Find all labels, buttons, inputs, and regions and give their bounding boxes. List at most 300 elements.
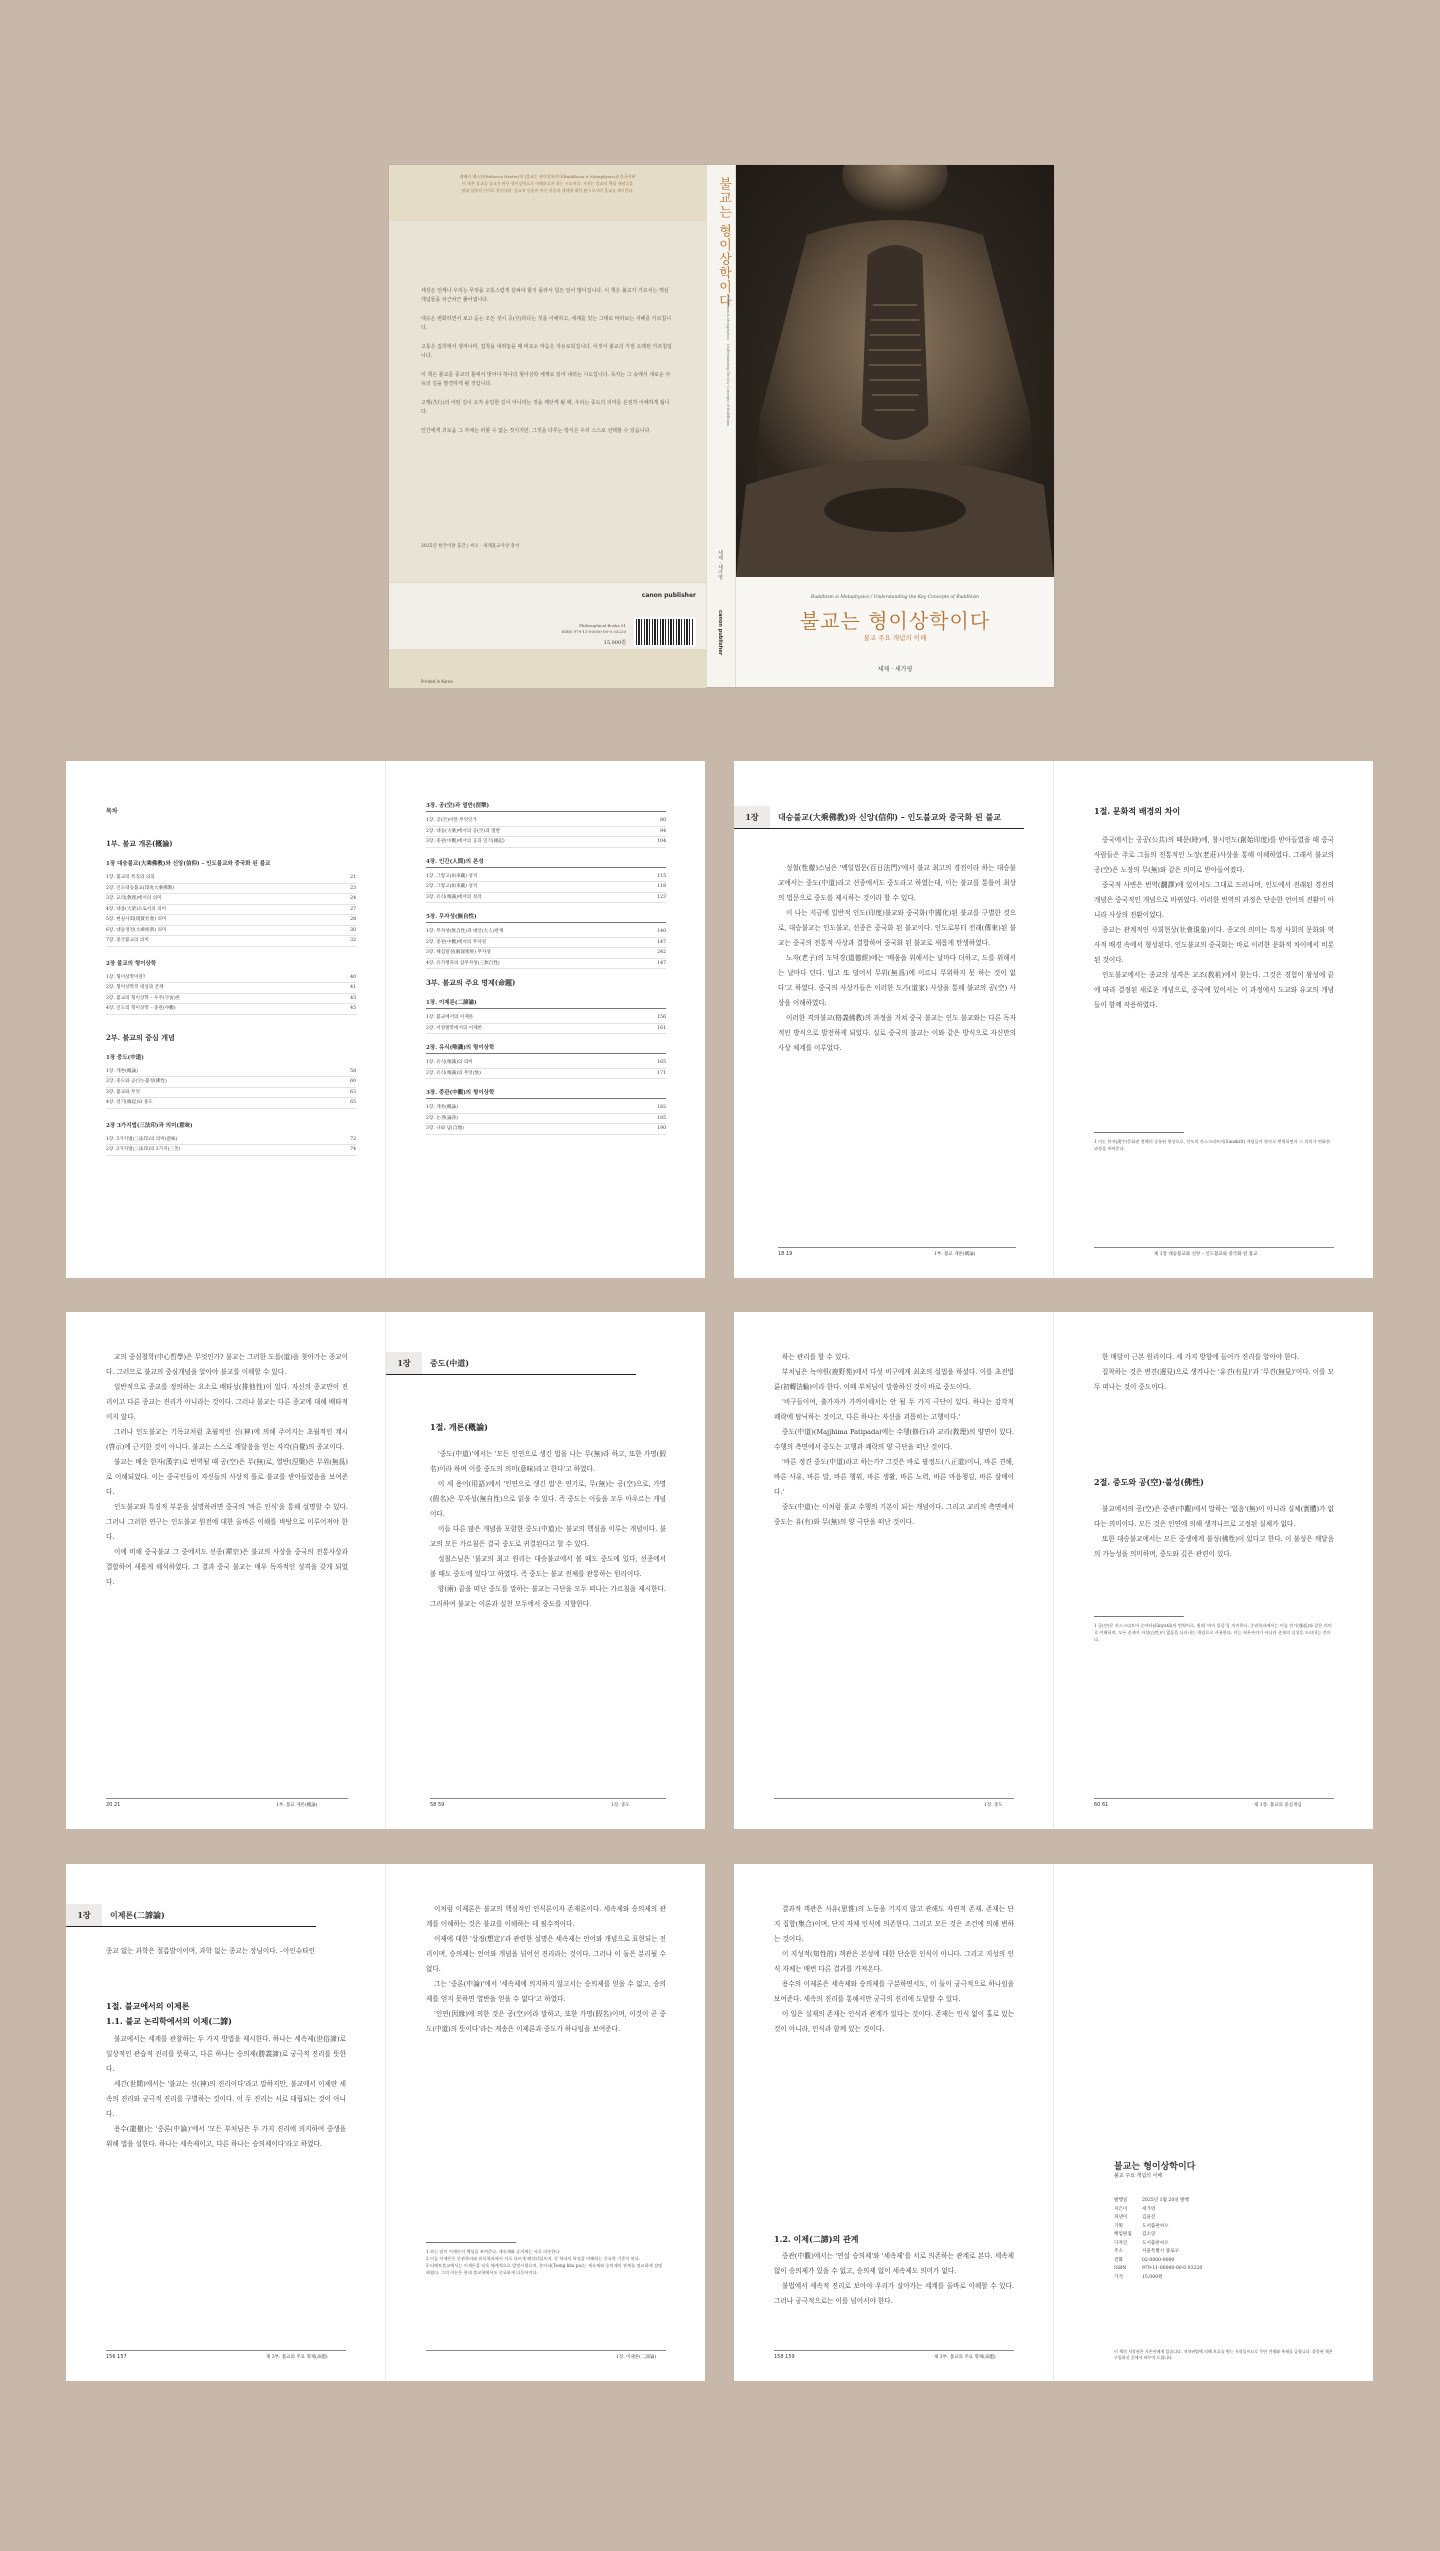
page-156 [66,1864,385,2381]
spread-p156-157 [66,1864,705,2381]
toc-entry-page: 242 [657,950,666,955]
toc-entry-page: 156 [657,1015,666,1020]
back-paragraph: 고행(苦行)의 어떤 길이 오직 유일한 길이 아니라는 것을 깨닫게 될 때, 우리는 중도의 의미를 온전히 이해하게 됩니다. [421,400,670,415]
colophon-value: 2025년 1월 20일 발행 [1142,2198,1190,2203]
toc-entry-page: 32 [350,938,356,943]
buddha-statue-icon [736,165,1054,577]
blurb-line: 이 책은 불교를 종교가 아닌 형이상학으로 이해하고자 하는 시도이다. 저자는 불교의 핵심 개념들을 [461,181,634,186]
page-158 [734,1864,1053,2381]
body-text [1094,1350,1334,1395]
toc-entry-label: 2장. 형이상학적 대상과 존재 [106,985,164,990]
body-text [430,1447,666,1612]
section-heading: 1절. 문화적 배경의 차이 [1094,806,1181,816]
toc-section [426,1088,666,1135]
toc-entry-label: 1장. 공(空)이란 무엇인가 [426,818,477,823]
paragraph: 이들 다른 많은 개념을 포함한 중도(中道)는 불교의 핵심을 이루는 개념이다. 불교의 모든 가르침은 결국 중도로 귀결된다고 할 수 있다. [430,1525,666,1548]
body-text [774,1350,1014,1530]
publisher-logo: canon publisher [641,592,696,599]
toc-entry-label: 2장. 인도대승불교(印度大乘佛教) [106,885,175,891]
toc-entry-page: 104 [657,839,666,844]
body-text [426,1902,666,2037]
footnote-item: 2 이들 이제론은 중관학파와 유식학파에서 서로 다르게 해석되었으며, 각 학파의 특징을 이해하는 중요한 기준이 된다. [426,2256,641,2261]
colophon-key: 발행일 [1114,2198,1128,2203]
toc-entry-label: 5장. 현실사회(現實社會) 의미 [106,917,167,922]
spine-subtitle: Buddhism is Metaphysics · Understanding the Key Concepts of Buddhism [726,295,730,426]
front-author: 세제 · 세가영 [877,666,913,673]
colophon-value: 세가영 [1142,2206,1156,2212]
toc-entry-page: 140 [657,929,666,934]
toc-entry [106,1077,356,1088]
toc-entry-page: 41 [350,985,356,990]
toc-entry-page: 28 [350,917,356,922]
back-cover-footer [389,582,706,687]
colophon-value: 979-11-00000-00-0 03220 [1142,2266,1203,2271]
page-58 [386,1312,705,1829]
body-text-2 [1094,1502,1334,1562]
paragraph: 그는 '중론(中論)'에서 '세속제에 의지하지 않고서는 승의제를 얻을 수 없고, 승의제를 얻지 못하면 열반을 얻을 수 없다'고 하였다. [426,1980,666,2003]
running-head: 1장. 중도 [611,1803,630,1808]
page-number: 20 21 [106,1802,121,1808]
toc-section [426,978,666,988]
toc-entry-label: 2장. 3가지법(三法印)의 3가지(三苦) [106,1147,181,1152]
toc-entry [106,926,356,937]
footer-rule [774,2350,1014,2351]
chapter-tab [66,1904,165,1926]
toc-entry-label: 1장. 불교에서의 이제론 [426,1015,474,1020]
toc-entry-page: 43 [350,995,356,1001]
toc-entry [106,1067,356,1078]
toc-entry-page: 23 [350,885,356,891]
back-paragraph: 세상은 언제나 우리는 무엇을 고통스럽게 살펴야 할지 몰라서 힘든 일이 많아집니다. 이 책은 불교가 가르치는 핵심 개념들을 차근차근 풀어냅니다. [421,288,669,303]
colophon-value: 도서출판씨오 [1142,2240,1169,2246]
back-cover-note: 2025년 한국어판 출간 | 씨오 · 세계불교사상 총서 [421,544,520,549]
back-paragraph: 고통은 집착에서 생겨나며, 집착을 내려놓을 때 비로소 마음은 자유로워집니다. 이것이 불교의 가장 오래된 가르침입니다. [421,344,672,359]
toc-entry-label: 3장. 불교의 형이상학 – 우주(宇宙)론 [106,995,181,1001]
colophon-row [1114,2231,1202,2240]
colophon-key: 가격 [1114,2274,1123,2280]
chapter-rule [386,1374,636,1375]
toc-entry [426,1024,666,1035]
chapter-title: 이제론(二諦論) [110,1909,165,1920]
page-157 [386,1864,705,2381]
colophon-page [1054,1864,1373,2381]
epigraph: 종교 없는 과학은 절름발이이며, 과학 없는 종교는 장님이다. –아인슈타인 [106,1947,315,1955]
page-20 [66,1312,385,1829]
toc-entry [106,983,356,994]
running-head: 1장. 이제론(二諦論) [616,2355,657,2360]
toc-entry-label: 3장. 유식(唯識)에서의 성격 [426,894,482,900]
toc-entry [426,1124,666,1135]
toc-page-left [66,761,385,1278]
toc-entry [106,873,356,884]
toc-entry-label: 4장. 인도의 형이상학 – 중관(中觀) [106,1006,176,1011]
toc-entry-label: 2장. 논쟁(論諍) [426,1115,458,1121]
toc-entry-label: 2장. 중관(中觀)에서의 무자성 [426,939,487,945]
toc-entry-page: 74 [350,1147,356,1152]
paragraph: 불교에서의 공(空)은 중관(中觀)에서 말하는 '없음'(無)이 아니라 실체(實體)가 없다는 의미이다. 모든 것은 인연에 의해 생겨나므로 고정된 실체가 없다. [1094,1505,1334,1528]
page-number: 156 157 [106,2354,127,2360]
colophon-subtitle: 불교 주요 개념의 이해 [1114,2173,1163,2179]
toc-left-column [106,839,356,1174]
paragraph: 용수의 이제론은 세속제와 승의제를 구분하면서도, 이 둘이 궁극적으로 하나임을 보여준다. 세속의 진리를 통해서만 궁극의 진리에 도달할 수 있다. [774,1980,1014,2003]
toc-entry [106,936,356,947]
spine-publisher: canon publisher [717,610,723,656]
series-info [561,623,626,635]
footer-rule [1094,1247,1334,1248]
paragraph: 종교는 관계적인 사회현상(社會現象)이다. 종교의 의미는 특정 사회의 문화와 역사적 배경 속에서 형성된다. 인도불교의 중국화는 바로 이러한 문화적 차이에서 비롯된 것이다. [1094,926,1334,964]
footer-rule [1094,1798,1334,1799]
toc-section-title: 2장. 유식(唯識)의 형이상학 [426,1043,666,1054]
toc-entry-label: 4장. 연기(緣起)와 중도 [106,1100,153,1105]
paragraph: '인연(因緣)에 의한 것은 공(空)이라 말하고, 또한 가명(假名)이며, 이것이 곧 중도(中道)의 뜻이다'라는 게송은 이제론과 중도가 하나임을 보여준다. [426,2010,666,2033]
paragraph: 노자(老子)의 도덕경(道德經)에는 '배움을 위해서는 날마다 더하고, 도를 위해서는 날마다 던다. 덜고 또 덜어서 무위(無爲)에 이르니 무위하지 못 하는 것이 없다'고 하였다. 중국의 사상가들은 이러한 도가(道家) 사상을 통해 불교의 공(空) 사상을 이해하였다. [778,954,1016,1007]
colophon-row [1114,2214,1202,2223]
back-cover-body [421,287,674,446]
toc-entry-page: 190 [657,1126,666,1131]
section-heading: 1절. 개론(槪論) [430,1422,488,1432]
toc-entry-page: 147 [657,960,666,966]
colophon-row [1114,2206,1202,2215]
running-head: 1부. 불교 개론(概論) [934,1252,976,1257]
toc-entry [106,894,356,905]
toc-entry-page: 21 [350,875,356,880]
toc-entry-label: 3장. 나와 남(自他) [426,1126,464,1131]
paragraph: 이 지성적(知性的) 객관은 본성에 대한 단순한 인식이 아니다. 그리고 지성의 인식 자체는 매번 다른 결과를 가져온다. [774,1950,1014,1973]
back-paragraph: 이 책은 불교를 종교의 틀에서 벗어나 하나의 형이상학 체계로 읽어 내려는 시도입니다. 독자는 그 속에서 새로운 사유의 길을 발견하게 될 것입니다. [421,372,671,387]
paragraph: 용수(龍樹)는 '중론(中論)'에서 '모든 부처님은 두 가지 진리에 의지하여 중생을 위해 법을 설한다. 하나는 세속제이고, 다른 하나는 승의제이다'라고 하였다. [106,2125,346,2148]
toc-entry [426,837,666,848]
page-number: 58 59 [430,1802,445,1808]
paragraph: 집착하는 것은 변견(邊見)으로 생겨나는 '유견(有見)'과 '무견(無見)'이다. 이를 모두 떠나는 것이 중도이다. [1094,1368,1334,1391]
toc-entry [426,1114,666,1125]
paragraph: 일반적으로 종교를 정의하는 요소로 배타성(排他性)이 있다. 자신의 종교만이 진리이고 다른 종교는 진리가 아니라는 것이다. 그러나 불교는 다른 종교에 대해 배타적이지 않다. [106,1383,348,1421]
toc-entry-page: 72 [350,1136,356,1142]
colophon-note: 이 책의 저작권은 지은이에게 있습니다. 저작권법에 의해 보호를 받는 저작물이므로 무단 전재와 복제를 금합니다. 잘못된 책은 구입하신 곳에서 바꾸어 드립니다. [1114,2349,1333,2360]
toc-entry-label: 6장. 대승경전(大乘經典) 의미 [106,927,167,933]
front-cover [736,165,1054,687]
toc-entry [426,827,666,838]
toc-heading: 목차 [106,808,118,815]
toc-entry [426,872,666,883]
toc-entry-page: 118 [657,884,666,889]
toc-entry-page: 30 [350,927,356,933]
paragraph: 성철스님은 '불교의 최고 원리는 대승불교에서 볼 때도 중도에 있다, 선종에서 볼 때도 중도에 있다'고 하였다. 즉 중도는 불교 전체를 관통하는 원리이다. [430,1555,666,1578]
colophon-value: 김소연 [1142,2232,1156,2237]
page-60 [734,1312,1053,1829]
toc-entry-label: 4장. 대중(大衆)으로서의 의미 [106,906,167,912]
blurb-line: 현대 철학의 언어로 풀어내며, 종교적 믿음이 아닌 마음과 세계에 대한 탐구로서의 불교를 제시한다. [461,188,634,193]
toc-part-title: 1부. 불교 개론(概論) [106,839,173,848]
toc-entry [106,884,356,895]
colophon-value: 서울특별시 종로구 [1142,2249,1179,2254]
toc-page-right [386,761,705,1278]
toc-entry-page: 182 [657,1105,666,1110]
toc-spread [66,761,705,1278]
chapter-title: 중도(中道) [430,1357,470,1368]
series-line: ISBN 979-11-00000-00-0 03220 [561,629,626,634]
toc-entry [426,927,666,938]
toc-entry-label: 4장. 유가행파의 삼무자성(三無自性) [426,960,500,966]
paragraph: 부처님은 녹야원(鹿野苑)에서 다섯 비구에게 최초의 설법을 하셨다. 이를 초전법륜(初轉法輪)이라 한다. 이때 부처님이 말씀하신 것이 바로 중도이다. [774,1368,1014,1391]
spine-author: 세제 · 세가영 [717,550,723,580]
toc-section-title: 4장. 인간(人間)의 본성 [426,857,666,868]
colophon-row [1114,2274,1202,2283]
paragraph: 이제에 대한 '상정(想定)'과 관련한 설명은 세속제는 언어와 개념으로 표현되는 진리이며, 승의제는 언어와 개념을 넘어선 진리라는 것이다. 그러나 이 둘은 분리될 수 없다. [426,1935,666,1973]
toc-section [106,859,356,947]
toc-entry [106,915,356,926]
chapter-tab [734,806,1001,828]
series-line: Philosophical Books 01 [579,623,626,628]
body-text [106,1350,348,1590]
toc-section-title: 3장. 공(空)과 열반(涅槃) [426,801,666,812]
footer-rule [106,2350,346,2351]
toc-entry-label: 1장. 불교의 특징과 의의 [106,875,155,880]
colophon-table [1114,2197,1202,2282]
colophon-row [1114,2197,1202,2206]
running-head: 1부. 불교 개론(概論) [276,1803,318,1808]
paragraph: 세간(世間)에서는 '불교는 신(神)의 진리이다'라고 말하지만, 불교에서 이제란 세속의 진리와 궁극적 진리를 구별하는 것이다. 이 두 진리는 서로 대립되는 것이 아니다. [106,2080,346,2118]
paragraph: 불교는 배운 한자(漢字)로 번역될 때 공(空)은 무(無)로, 열반(涅槃)은 무위(無爲)로 이해되었다. 이는 중국인들이 자신들의 사상적 틀로 불교를 받아들였음을 보여준다. [106,1458,348,1496]
toc-entry-page: 171 [657,1070,666,1076]
paragraph: 중국적 사변은 번역(飜譯)에 있어서도 그대로 드러나며, 인도에서 전래된 경전의 개념은 중국적인 개념으로 바뀌었다. 이러한 번역의 과정은 단순한 언어의 전환이 아니라 사상의 전환이었다. [1094,881,1334,919]
toc-entry [106,973,356,984]
toc-section-title: 5장. 무자성(無自性) [426,912,666,923]
toc-entry-page: 165 [657,1060,666,1065]
toc-part-title: 2부. 불교의 중심 개념 [106,1032,175,1042]
spread-p18-19 [734,761,1373,1278]
toc-entry [426,1013,666,1024]
paragraph: 중관(中觀)에서는 '연설 승의제'와 '세속제'를 서로 의존하는 관계로 본다. 세속제 없이 승의제가 있을 수 없고, 승의제 없이 세속제도 의미가 없다. [774,2252,1014,2275]
chapter-number: 1장 [66,1904,102,1926]
colophon-key: 디자인 [1114,2240,1128,2246]
colophon-value: 도서출판씨오 [1142,2223,1169,2229]
book-cover [389,165,1054,687]
paragraph: '비구들이여, 출가자가 가까이해서는 안 될 두 가지 극단이 있다. 하나는 감각적 쾌락에 탐닉하는 것이고, 다른 하나는 자신을 괴롭히는 고행이다.' [774,1398,1014,1421]
page-number: 18 19 [778,1251,793,1257]
price-label: 15,000원 [603,640,626,646]
footnote-rule [1094,1616,1184,1617]
front-title: 불교는 형이상학이다 [799,609,991,633]
toc-section-title: 2장 불교의 형이상학 [106,960,157,967]
toc-entry-label: 2장. 중도와 공(空)·불성(佛性) [106,1079,167,1084]
subsection-heading: 1.2. 이제(二諦)의 관계 [774,2234,859,2244]
running-head: 제 3부. 불교의 주요 명제(命題) [934,2355,996,2360]
footer-rule [430,1798,666,1799]
toc-entry-label: 1장. 형이상학이란? [106,974,146,980]
body-text [774,1902,1014,2037]
toc-section [106,959,356,1015]
paragraph: 이러한 격의불교(格義佛教)의 과정을 거쳐 중국 불교는 인도 불교와는 다른 독자적인 방식으로 발전하게 되었다. 실로 중국의 불교는 이와 같은 방식으로 자신만의 사상 체계를 이루었다. [778,1014,1016,1052]
section-heading: 2절. 중도와 공(空)·불성(佛性) [1094,1477,1204,1487]
body-text [106,2032,346,2152]
colophon-row [1114,2248,1202,2257]
body-text-2 [774,2249,1014,2309]
toc-section [426,857,666,904]
colophon-row [1114,2257,1202,2266]
paragraph: 이처럼 이제론은 불교의 핵심적인 인식론이자 존재론이다. 세속제와 승의제의 관계를 이해하는 것은 불교를 이해하는 데 필수적이다. [426,1905,666,1928]
toc-entry-label: 1장. 개론(槪論) [106,1068,138,1074]
footnote: 1 공(空)은 산스크리트어 순야타(śūnyatā)의 번역어로, 원래 '비어 있음'을 의미한다. 중관학파에서는 이를 연기(緣起)와 같은 의미로 이해하며, 모든 존재가 자성(自性)이 없음을 나타내는 개념으로 사용한다. 이는 허무주의가 아니라 존재의 실상을 드러내는 것이다. [1094,1623,1332,1642]
toc-entry [426,959,666,970]
footer-rule [426,2350,666,2351]
toc-entry-label: 1장. 무자성(無自性)과 대인(大人)관계 [426,929,504,934]
toc-entry [106,1145,356,1156]
colophon-key: 전화 [1114,2257,1123,2263]
toc-entry-label: 3장. 불교와 무엇 [106,1089,140,1095]
page-number: 158 159 [774,2354,795,2360]
back-cover [389,165,706,687]
footer-rule [774,1798,1014,1799]
toc-entry-page: 80 [660,818,666,823]
colophon-row [1114,2265,1202,2274]
toc-entry [106,905,356,916]
body-text [778,861,1016,1056]
toc-entry-label: 2장. 그렇고(如來藏) 성격 [426,884,478,889]
paragraph: 하는 관리를 할 수 있다. [782,1353,850,1361]
toc-entry-page: 63 [350,1089,356,1095]
footnote-rule [426,2242,516,2243]
paragraph: 인도불교와 특징적 부분을 설명하려면 중국의 '바른 인식'을 통해 설명할 수 있다. 그러나 그러한 연구는 인도불교 원전에 대한 올바른 이해를 바탕으로 이루어져야 한다. [106,1503,348,1541]
back-cover-blurb [389,165,706,221]
toc-entry [426,893,666,904]
blurb-line: 레베카 헤스터(Rebecca Hester)의 [불교는 형이상학이다(Buddhism is Metaphysics)] 한국어판 [459,174,636,179]
toc-entry-label: 3장. 교리(敎理)에서의 의미 [106,896,162,901]
toc-entry-page: 94 [660,828,666,834]
front-subtitle: 불교 주요 개념의 이해 [863,634,927,642]
toc-entry-page: 24 [350,896,356,901]
printed-in-label: Printed in Korea [421,679,453,684]
toc-right-column [426,801,666,1144]
paragraph: '중도(中道)'에서는 '모든 인연으로 생긴 법을 나는 무(無)라 하고, 또한 가명(假名)이라 하며 이를 중도의 의미(意味)라고 한다'고 하였다. [430,1450,666,1473]
page-18 [734,761,1053,1278]
toc-section-title: 3장. 중관(中觀)의 형이상학 [426,1088,666,1099]
paragraph: 양(兩) 끝을 떠난 중도를 말하는 불교는 극단을 모두 떠나는 가르침을 제시한다. 그리하여 불교는 이론과 실천 모두에서 중도를 지향한다. [430,1585,666,1608]
toc-entry-page: 40 [350,974,356,980]
footnote-item: 3 티베트불교에서는 이제론을 더욱 체계적으로 발전시켰으며, 쫑카파(Tsong kha pa)는 세속제와 승의제의 관계를 정교하게 설명하였다. 그의 이론은 현대 불교학에서도 중요하게 다루어진다. [426,2263,663,2275]
toc-section [426,801,666,848]
toc-section [426,912,666,969]
toc-section [106,1121,356,1156]
paragraph: 결과적 객관은 사유(思惟)의 노동을 기지지 않고 관해도 자연적 존재. 존재는 단지 집합(集合)이며, 단지 자체 인식에 의존한다. 그리고 모든 것은 조건에 의해 변하는 것이다. [774,1905,1014,1943]
toc-entry [426,816,666,827]
section-heading: 1절. 불교에서의 이제론 [106,2001,190,2011]
back-paragraph: 대승은 변화하면서 보고 듣는 모든 것이 공(空)하다는 것을 이해하고, 세계를 있는 그대로 바라보는 지혜를 가르칩니다. [421,316,672,331]
footnote-rule [1094,1132,1184,1133]
toc-entry [106,1098,356,1109]
toc-section-title: 3부. 불교의 주요 명제(命題) [426,978,516,987]
front-english-subtitle: Buddhism is Metaphysics / Understanding the Key Concepts of Buddhism [810,595,980,600]
toc-entry-page: 58 [350,1068,356,1074]
paragraph: 또한 대승불교에서는 모든 중생에게 불성(佛性)이 있다고 한다. 이 불성은 깨달음의 가능성을 의미하며, 중도와 깊은 관련이 있다. [1094,1535,1334,1558]
toc-entry [106,1135,356,1146]
colophon-row [1114,2223,1202,2232]
toc-entry [106,1088,356,1099]
colophon-key: 책임편집 [1114,2232,1132,2237]
footer-rule [778,1247,1016,1248]
toc-entry-label: 1장. 개론(槪論) [426,1105,458,1110]
footnote-item: 1 하는 말이 이제론의 핵심을 보여준다. 세속제와 승의제는 서로 의존한다. [426,2249,561,2254]
toc-entry-page: 185 [657,1115,666,1121]
paragraph: '바른 정견 중도(中道)라고 하는가? 그것은 바로 팔정도(八正道)이니, 바른 견해, 바른 사유, 바른 말, 바른 행위, 바른 생활, 바른 노력, 바른 마음챙김, 바른 삼매이다.' [774,1458,1014,1496]
footnote: 1 이는 한자(漢字)문화권 전체의 공통된 현상으로, 인도의 산스크리트어(Sanskrit) 개념들이 한자로 번역되면서 그 의미가 변화한 과정을 보여준다. [1094,1139,1331,1151]
buddha-statue-image [736,165,1054,577]
paragraph: 교의 중심철학(中心哲學)은 무엇인가? 불교는 그러한 도를(道)을 찾아가는 종교이다. 그러므로 불교의 중심개념을 알아야 불교를 이해할 수 있다. [106,1353,348,1376]
paragraph: 중도(中道)(Majjhima Patipada)에는 수행(修行)과 교리(敎理)의 양면이 있다. 수행의 측면에서 중도는 고행과 쾌락의 양 극단을 떠난 것이다. [774,1428,1014,1451]
colophon-key: 기획 [1114,2223,1123,2229]
footnotes [426,2248,666,2276]
paragraph: 한 매달이 근본 원리이다. 세 가지 방향에 들어가 진리를 알아야 한다. [1102,1353,1300,1361]
toc-entry-page: 27 [350,906,356,912]
barcode-icon [634,617,696,647]
toc-entry [106,1004,356,1015]
toc-entry [426,948,666,959]
colophon-value: 02-0000-0000 [1142,2257,1175,2263]
toc-entry [426,1103,666,1114]
toc-section-title: 1장. 이제론(二諦論) [426,998,666,1009]
colophon-key: 주소 [1114,2249,1123,2254]
toc-entry [426,938,666,949]
page-number: 60 61 [1094,1802,1109,1808]
spread-p60-61 [734,1312,1373,1829]
paragraph: 중국에서는 공공(公共)의 때문(時)에, 창시인도(創始印度)를 받아들였을 때 중국 사람들은 주로 그들의 전통적인 노장(老莊)사상을 통해 이해하였다. 그래서 불교의 공(空)은 노장의 무(無)와 같은 의미로 받아들여졌다. [1094,836,1334,874]
book-spine [706,165,736,687]
colophon-key: ISBN [1114,2266,1127,2271]
chapter-rule [734,828,1024,829]
paragraph: 중도(中道)는 이처럼 불교 수행의 기본이 되는 개념이다. 그리고 교리의 측면에서 중도는 유(有)와 무(無)의 양 극단을 떠난 것이다. [774,1503,1014,1526]
toc-entry-label: 1장. 그렇고(如來藏) 성격 [426,873,478,879]
chapter-number: 1장 [386,1352,422,1374]
paragraph: 이 세 용어(用語)에서 '인연으로 생긴 법'은 연기로, 무(無)는 공(空)으로, 가명(假名)은 무자성(無自性)으로 읽을 수 있다. 즉 중도는 이들을 모두 아우르는 개념이다. [430,1480,666,1518]
toc-entry-label: 2장. 대승(大乘)에서의 공(空)과 열반 [426,828,501,834]
toc-entry [426,1058,666,1069]
colophon-value: 김윤진 [1142,2215,1156,2220]
toc-entry-label: 7장. 중국불교의 의미 [106,938,149,943]
spread-p20-59 [66,1312,705,1829]
running-head: 제 1장. 불교의 중심개념 [1254,1803,1302,1808]
running-head: 1장. 중도 [984,1803,1003,1808]
colophon-key: 펴낸이 [1114,2215,1128,2220]
chapter-number: 1장 [734,806,770,828]
page-61 [1054,1312,1373,1829]
toc-section-title: 1장 중도(中道) [106,1054,144,1061]
paragraph: 이 일은 실재의 존재는 인식과 관계가 있다는 것이다. 존재는 인식 없이 홀로 있는 것이 아니라, 인식과 함께 있는 것이다. [774,2010,1014,2033]
toc-entry-page: 45 [350,1006,356,1011]
toc-entry-label: 2장. 서양철학에서의 이제론 [426,1025,483,1031]
spine-title: 불교는 형이상학이다 [716,177,731,309]
paragraph: 성철(性徹)스님은 '백일법문(百日法門)'에서 불교 최고의 경전이라 하는 대승불교에서는 중도(中道)라고 선종에서도 중도라고 하였는데, 이는 불교를 통틀어 최상의 법문으로 중도를 제시하는 것이라 할 수 있다. [778,864,1016,902]
colophon-title: 불교는 형이상학이다 [1114,2162,1196,2172]
toc-entry-page: 65 [350,1100,356,1105]
paragraph: 불교에서는 세계를 관찰하는 두 가지 방법을 제시한다. 하나는 세속제(世俗諦)로 일상적인 관습적 진리를 뜻하고, 다른 하나는 승의제(勝義諦)로 궁극적 진리를 뜻한다. [106,2035,346,2073]
toc-section-title: 1장 대승불교(大乘佛教)와 신앙(信仰) – 인도불교와 중국화 된 불교 [106,861,271,867]
running-head: 제 3부. 불교의 주요 명제(命題) [266,2355,328,2360]
paragraph: 그러나 인도불교는 기독교처럼 초월적인 신(神)에 의해 주어지는 초월적인 계시(啓示)에 근거한 것이 아니다. 불교는 스스로 깨달음을 얻는 자각(自覺)의 종교이다. [106,1428,348,1451]
toc-entry-page: 123 [657,894,666,900]
toc-section-title: 2장 3가지법(三法印)과 의미(意味) [106,1122,193,1129]
chapter-title: 대승불교(大乘佛教)와 신앙(信仰) – 인도불교와 중국화 된 불교 [778,811,1001,822]
footer-rule [106,1798,348,1799]
toc-entry-label: 3장. 해심밀경(解深密經) 무자성 [426,950,491,955]
toc-entry [426,1069,666,1080]
body-text [1094,833,1334,1013]
toc-entry-label: 2장. 유식(唯識)의 무엇(無) [426,1070,481,1076]
paragraph: 인도불교에서는 종교의 성격은 교조(敎祖)에서 찾는다. 그것은 경험이 왕성에 끝에 따라 결정된 새로운 개념으로, 중국에 있어서는 이 과정에서 도교와 유교의 개념들이 함께 작용하였다. [1094,971,1334,1009]
paragraph: 이 나는 지금에 일반적 인도(印度)불교와 중국화(中國化)된 불교를 구별한 것으로, 대승불교는 인도불교, 선종은 중국화 된 불교이다. 인도로부터 전래(傳來)된 불교는 중국의 전통적 사상과 결합하여 중국화 된 불교로 새롭게 탄생하였다. [778,909,1016,947]
toc-entry [106,994,356,1005]
page-19 [1054,761,1373,1278]
toc-section [106,1053,356,1109]
toc-entry-label: 1장. 유식(唯識)의 의미 [426,1060,473,1065]
